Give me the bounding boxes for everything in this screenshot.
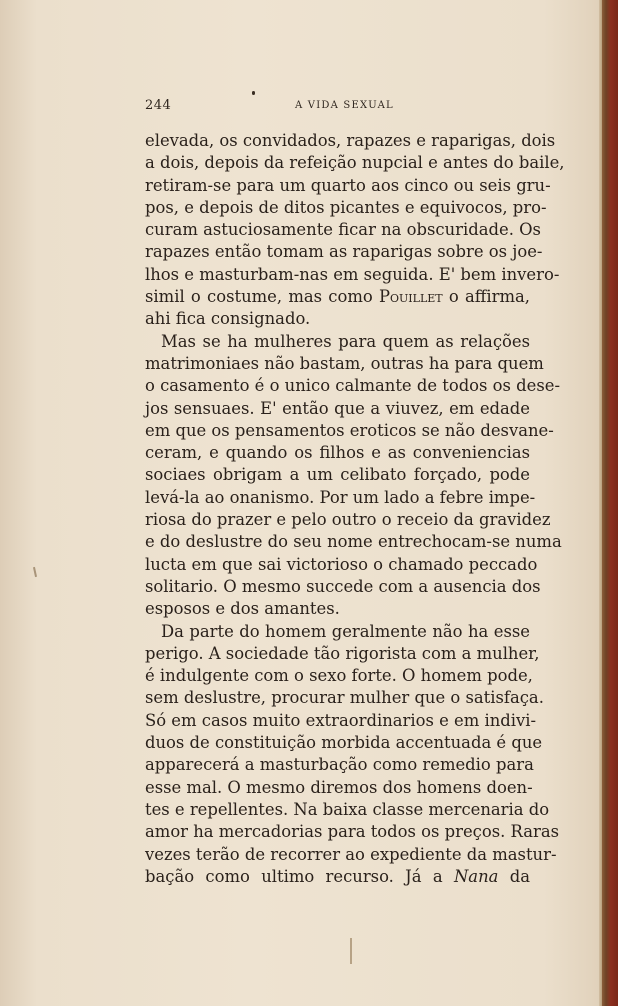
paragraph-start: Mas se ha mulheres para quem as relações [161, 331, 530, 351]
text-line [145, 866, 530, 888]
text-line: solitario. O mesmo succede com a ausencia dos [145, 576, 541, 596]
text-line: ahi fica consignado. [145, 309, 311, 329]
text-line: Só em casos muito extraordinarios e em indivi- [145, 710, 537, 730]
text-line: perigo. A sociedade tão rigorista com a mulher, [145, 643, 540, 663]
text-line: o casamento é o unico calmante de todos os dese- [145, 376, 561, 396]
text-line: curam astuciosamente ficar na obscuridade. Os [145, 220, 541, 240]
text-fragment: simil o costume, mas como [145, 287, 379, 307]
page-number: 244 [145, 98, 172, 113]
text-line: lhos e masturbam-nas em seguida. E' bem invero- [145, 264, 560, 284]
text-line: pos, e depois de ditos picantes e equivocos, pro- [145, 197, 547, 217]
text-line: elevada, os convidados, rapazes e raparigas, dois [145, 131, 556, 150]
text-line: a dois, depois da refeição nupcial e antes do baile, [145, 153, 565, 173]
text-fragment: da [498, 866, 530, 886]
text-line: riosa do prazer e pelo outro o receio da gravidez [145, 510, 551, 530]
text-line: em que os pensamentos eroticos se não desvane- [145, 420, 554, 440]
text-line: duos de constituição morbida accentuada é que [145, 733, 543, 753]
paragraph-start: Da parte do homem geralmente não ha esse [161, 621, 530, 641]
body-text [145, 130, 565, 888]
text-line: tes e repellentes. Na baixa classe mercenaria do [145, 799, 550, 819]
book-spine [602, 0, 618, 1006]
text-line: retiram-se para um quarto aos cinco ou seis gru- [145, 175, 551, 195]
book-title: Nana [453, 866, 499, 886]
text-line: e do deslustre do seu nome entrechocam-se numa [145, 532, 562, 552]
text-line: vezes terão de recorrer ao expediente da mastur- [145, 844, 557, 864]
text-line: levá-la ao onanismo. Por um lado a febre impe- [145, 487, 536, 507]
text-line: esse mal. O mesmo diremos dos homens doen- [145, 777, 533, 797]
text-line: é indulgente com o sexo forte. O homem pode, [145, 666, 533, 686]
text-line: amor ha mercadorias para todos os preços. Raras [145, 822, 560, 842]
text-line: matrimoniaes não bastam, outras ha para quem [145, 353, 544, 373]
text-line: ceram, e quando os filhos e as conveniencias [145, 443, 530, 463]
author-name: Pouillet [378, 287, 443, 307]
text-line: jos sensuaes. E' então que a viuvez, em edade [145, 398, 530, 418]
text-line: rapazes então tomam as raparigas sobre os joe- [145, 242, 543, 262]
ink-spot [252, 91, 255, 95]
text-line [145, 286, 530, 308]
text-fragment: o affirma, [442, 287, 530, 307]
bottom-mark [350, 938, 352, 964]
text-line: apparecerá a masturbação como remedio para [145, 755, 534, 775]
page-header [145, 98, 530, 118]
text-line: esposos e dos amantes. [145, 599, 340, 619]
text-line: sociaes obrigam a um celibato forçado, pode [145, 465, 530, 485]
text-fragment: bação como ultimo recurso. Já a [145, 866, 454, 886]
running-head: A VIDA SEXUAL [295, 100, 394, 111]
text-line: sem deslustre, procurar mulher que o satisfaça. [145, 688, 544, 708]
text-line: lucta em que sai victorioso o chamado peccado [145, 554, 538, 574]
margin-mark [33, 567, 37, 577]
